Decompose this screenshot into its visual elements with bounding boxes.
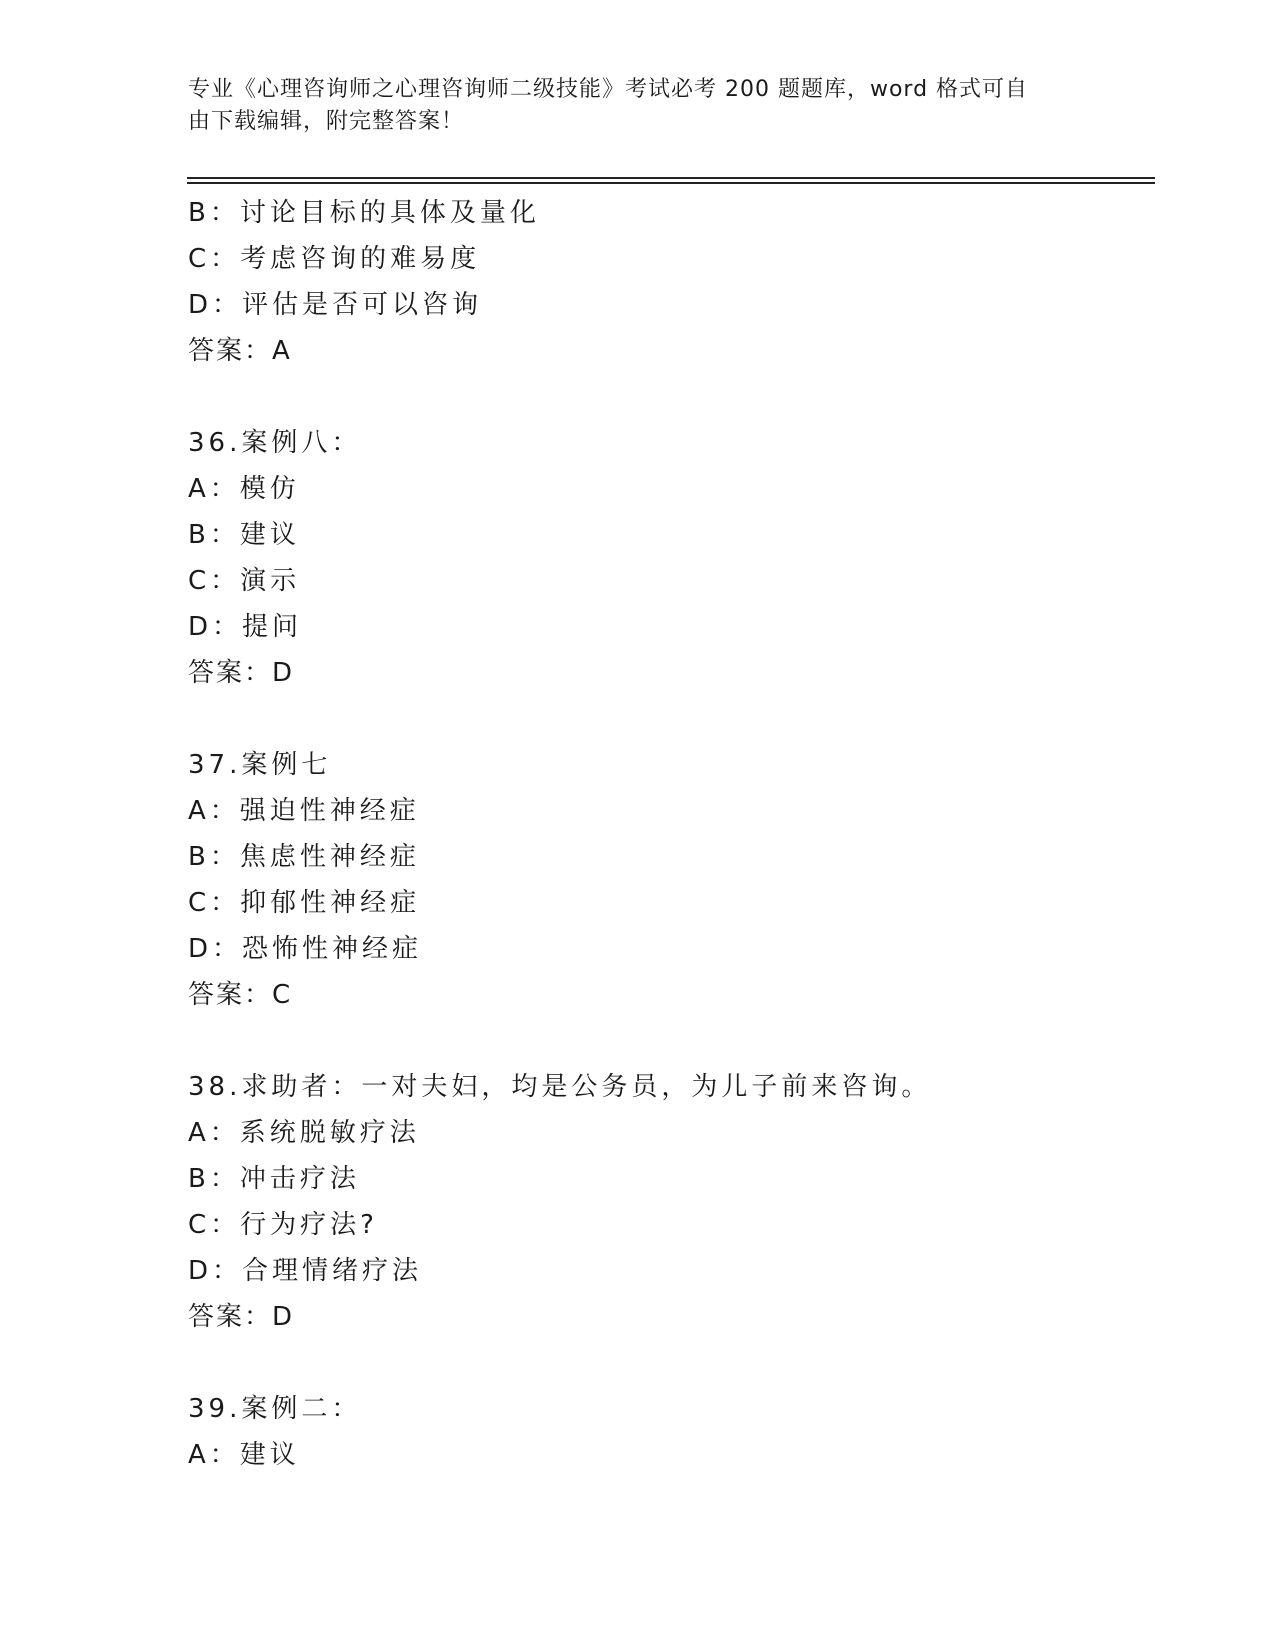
option-a: A：模仿 — [188, 474, 300, 504]
header-line-1: 专业《心理咨询师之心理咨询师二级技能》考试必考 200 题题库，word 格式可自 — [188, 77, 1029, 102]
question-block-36 — [188, 420, 1148, 696]
header-rule-bottom — [187, 182, 1155, 184]
spacer — [188, 1018, 1148, 1064]
option-d: D：评估是否可以咨询 — [188, 290, 483, 320]
answer-line: 答案：A — [188, 336, 292, 366]
question-block-39 — [188, 1386, 1148, 1478]
option-c: C：抑郁性神经症 — [188, 888, 421, 918]
question-block-continued — [188, 190, 1148, 374]
document-header — [188, 74, 1068, 138]
option-b: B：建议 — [188, 520, 300, 550]
option-d: D：合理情绪疗法 — [188, 1256, 423, 1286]
answer-line: 答案：D — [188, 658, 295, 688]
header-rule-top — [187, 177, 1155, 179]
spacer — [188, 696, 1148, 742]
option-a: A：强迫性神经症 — [188, 796, 420, 826]
question-title: 38.求助者：一对夫妇，均是公务员，为儿子前来咨询。 — [188, 1072, 932, 1102]
option-c: C：考虑咨询的难易度 — [188, 244, 481, 274]
option-b: B：讨论目标的具体及量化 — [188, 198, 540, 228]
option-d: D：提问 — [188, 612, 303, 642]
option-a: A：系统脱敏疗法 — [188, 1118, 420, 1148]
option-c: C：演示 — [188, 566, 301, 596]
question-block-37 — [188, 742, 1148, 1018]
spacer — [188, 374, 1148, 420]
answer-line: 答案：D — [188, 1302, 295, 1332]
option-c: C：行为疗法? — [188, 1210, 378, 1240]
question-title: 39.案例二： — [188, 1394, 362, 1424]
question-title: 36.案例八： — [188, 428, 362, 458]
question-title: 37.案例七 — [188, 750, 332, 780]
answer-line: 答案：C — [188, 980, 293, 1010]
header-line-2: 由下载编辑，附完整答案！ — [188, 109, 465, 134]
option-a: A：建议 — [188, 1440, 300, 1470]
option-b: B：焦虑性神经症 — [188, 842, 420, 872]
question-list — [188, 190, 1148, 1478]
option-b: B：冲击疗法 — [188, 1164, 360, 1194]
question-block-38 — [188, 1064, 1148, 1340]
spacer — [188, 1340, 1148, 1386]
option-d: D：恐怖性神经症 — [188, 934, 423, 964]
